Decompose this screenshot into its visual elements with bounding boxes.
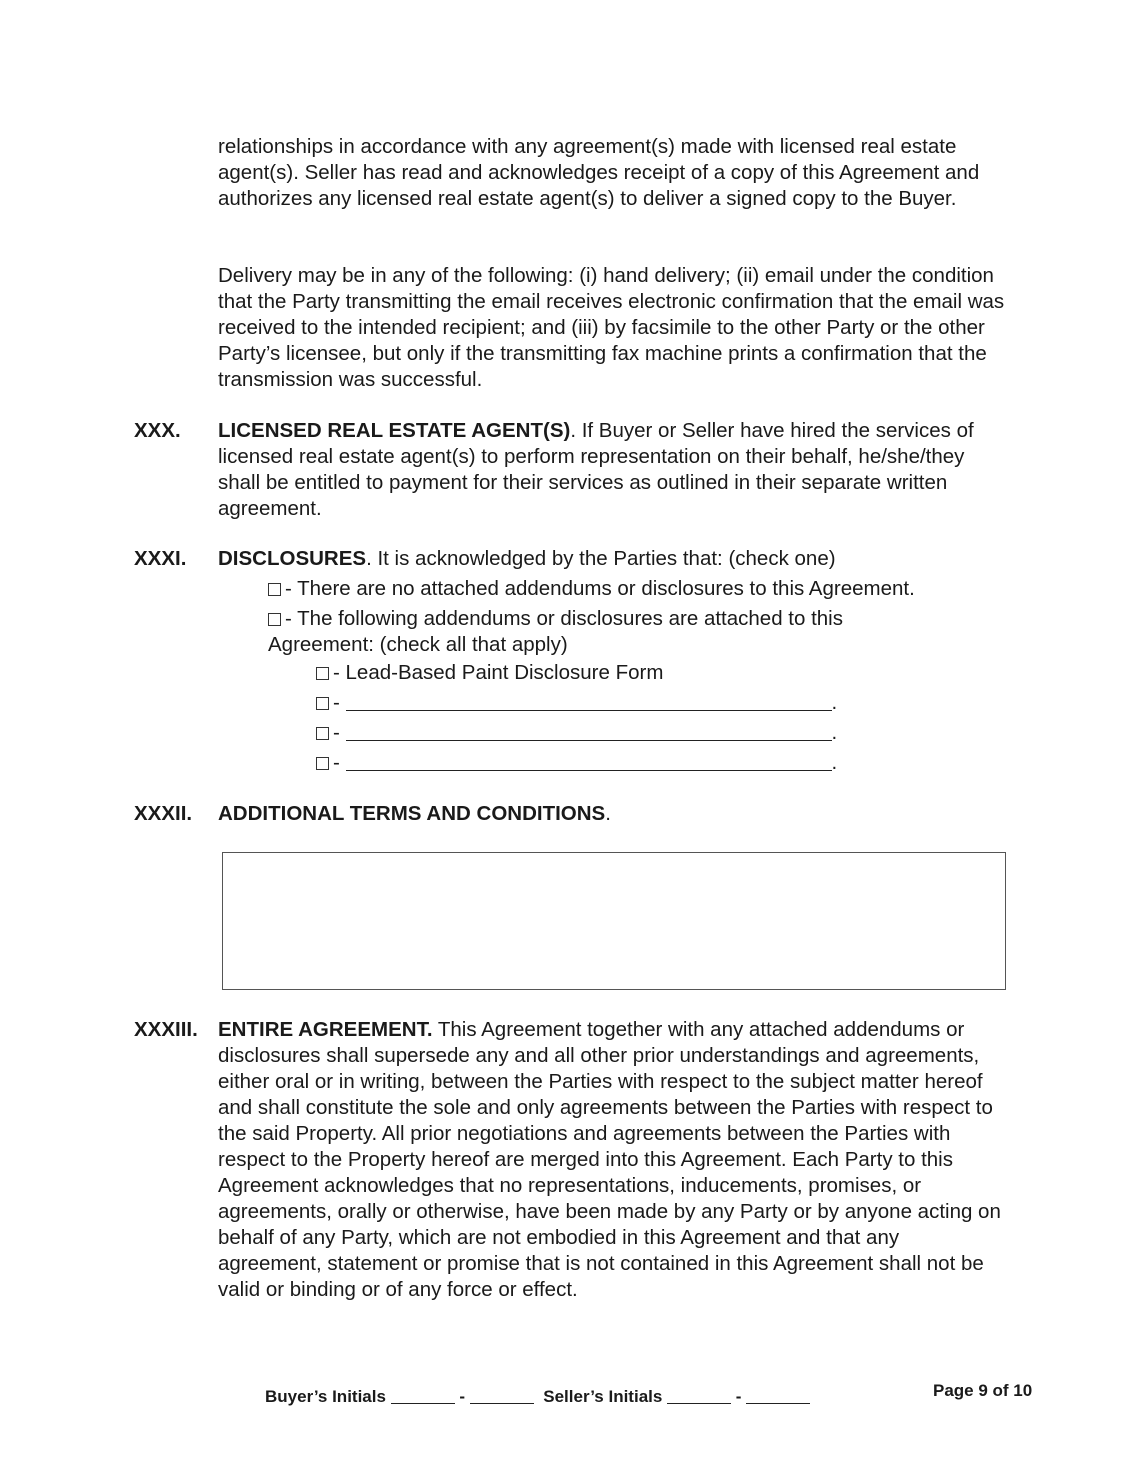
sub-option-blank xyxy=(316,750,837,776)
section-text: This Agreement together with any attached addendums or disclosures shall supersede any and all other prior understandings and agreements, either oral or in writing, between the Parties with respect to the subject matter hereof and shall constitute the sole and only agreements between the Parties with respect to the said Property. All prior negotiations and agreements between the Parties with respect to the Property hereof are merged into this Agreement. Each Party to this Agreement acknowledges that no representations, inducements, promises, or agreements, orally or otherwise, have been made by any Party or by anyone acting on behalf of any Party, which are not embodied in this Agreement and that any agreement, statement or promise that is not contained in this Agreement shall not be valid or binding or of any force or effect. xyxy=(218,1018,1001,1301)
option-label: - Lead-Based Paint Disclosure Form xyxy=(333,661,664,684)
checkbox-blank-2[interactable] xyxy=(316,727,329,740)
checkbox-lead-paint[interactable] xyxy=(316,667,329,680)
additional-terms-box[interactable] xyxy=(222,852,1006,990)
section-body xyxy=(218,418,1008,522)
section-heading: ENTIRE AGREEMENT. xyxy=(218,1018,433,1041)
dash: - xyxy=(459,1387,466,1406)
seller-initials-label: Seller’s Initials xyxy=(543,1387,663,1406)
dash: - xyxy=(333,691,340,714)
seller-initials-1[interactable] xyxy=(667,1389,731,1404)
sub-option-lead-paint xyxy=(316,660,663,686)
section-number: XXXII. xyxy=(134,802,193,825)
paragraph-delivery: Delivery may be in any of the following: (i) hand delivery; (ii) email under the condition that the Party transmitting the email receives electronic confirmation that the email was received to the intended recipient; and (iii) by facsimile to the other Party or the other Party’s licensee, but only if the transmitting fax machine prints a confirmation that the transmission was successful. xyxy=(218,264,1005,391)
section-body xyxy=(218,1017,1008,1303)
dash: - xyxy=(735,1387,742,1406)
section-number: XXX. xyxy=(134,419,181,442)
seller-initials-2[interactable] xyxy=(746,1389,810,1404)
sub-option-blank xyxy=(316,720,837,746)
section-suffix: . xyxy=(605,802,611,825)
initials-footer xyxy=(265,1387,810,1407)
sub-option-blank xyxy=(316,690,837,716)
option-label: - There are no attached addendums or disclosures to this Agreement. xyxy=(285,577,915,600)
fill-in-line-2[interactable] xyxy=(346,722,832,741)
section-number: XXXIII. xyxy=(134,1018,198,1041)
section-text: . It is acknowledged by the Parties that: (check one) xyxy=(366,547,836,570)
section-xxxi xyxy=(134,546,1014,572)
period: . xyxy=(831,751,838,774)
buyer-initials-1[interactable] xyxy=(391,1389,455,1404)
section-text: . If Buyer or Seller have hired the services of licensed real estate agent(s) to perform representation on their behalf, he/she/they shall be entitled to payment for their services as outlined in their separate written agreement. xyxy=(218,419,974,520)
section-xxx xyxy=(134,418,1014,522)
checkbox-attachments[interactable] xyxy=(268,613,281,626)
section-body xyxy=(218,546,1008,572)
buyer-initials-2[interactable] xyxy=(470,1389,534,1404)
paragraph-relationships: relationships in accordance with any agreement(s) made with licensed real estate agent(s). Seller has read and acknowledges receipt of a copy of this Agreement and authorizes any licensed real estate agent(s) to deliver a signed copy to the Buyer. xyxy=(218,135,980,210)
period: . xyxy=(831,691,838,714)
fill-in-line-1[interactable] xyxy=(346,692,832,711)
disclosure-option-attached-cont: Agreement: (check all that apply) xyxy=(268,633,568,656)
section-xxxiii xyxy=(134,1017,1014,1303)
section-body xyxy=(218,801,1008,827)
checkbox-no-attachments[interactable] xyxy=(268,583,281,596)
section-heading: DISCLOSURES xyxy=(218,547,367,570)
checkbox-blank-1[interactable] xyxy=(316,697,329,710)
period: . xyxy=(831,721,838,744)
disclosure-option-none xyxy=(268,576,915,602)
checkbox-blank-3[interactable] xyxy=(316,757,329,770)
disclosure-option-attached xyxy=(268,606,843,632)
section-xxxii xyxy=(134,801,1014,827)
buyer-initials-label: Buyer’s Initials xyxy=(265,1387,386,1406)
section-heading: ADDITIONAL TERMS AND CONDITIONS xyxy=(218,802,606,825)
dash: - xyxy=(333,751,340,774)
dash: - xyxy=(333,721,340,744)
section-number: XXXI. xyxy=(134,547,187,570)
option-label: - The following addendums or disclosures are attached to this xyxy=(285,607,843,630)
fill-in-line-3[interactable] xyxy=(346,752,832,771)
page-number: Page 9 of 10 xyxy=(933,1381,1033,1400)
section-heading: LICENSED REAL ESTATE AGENT(S) xyxy=(218,419,571,442)
